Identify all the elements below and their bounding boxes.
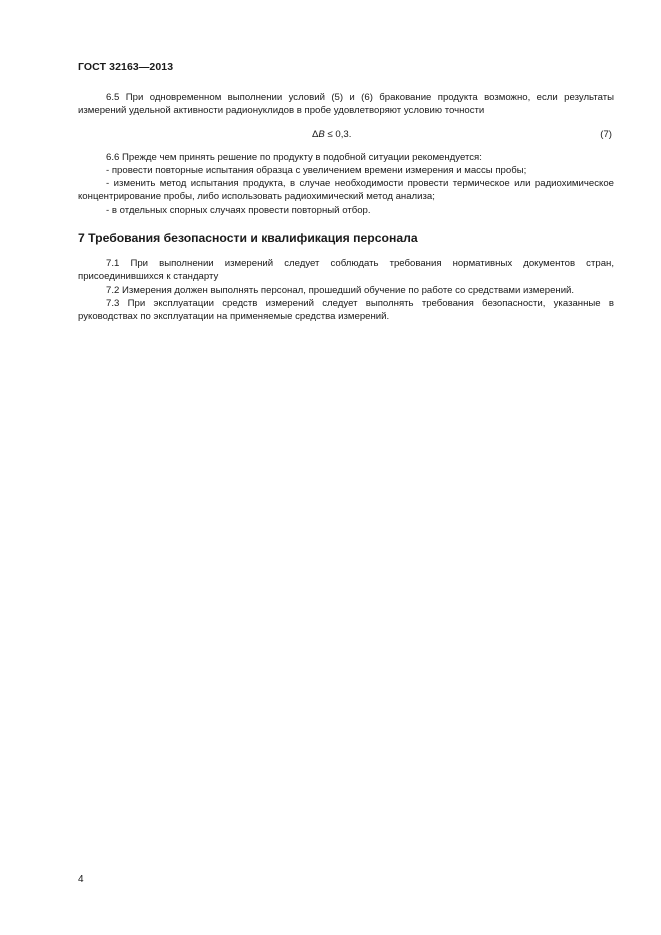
formula-relation: ≤ 0,3. <box>324 128 352 140</box>
paragraph-label: 6.6 <box>106 151 120 163</box>
paragraph-label: 7.2 <box>106 284 120 296</box>
formula-delta: Δ <box>312 128 319 140</box>
formula-7 <box>78 128 614 141</box>
paragraph-7-1 <box>78 257 614 284</box>
paragraph-text: Прежде чем принять решение по продукту в подобной ситуации рекомендуется: <box>122 151 482 163</box>
document-body <box>78 91 614 324</box>
document-header: ГОСТ 32163—2013 <box>78 61 174 73</box>
paragraph-text: Измерения должен выполнять персонал, прошедший обучение по работе со средствами измерений. <box>122 284 575 296</box>
paragraph-7-2 <box>78 284 614 297</box>
paragraph-text: При выполнении измерений следует соблюдать требования нормативных документов стран, присоединившихся к стандарту <box>78 258 615 283</box>
paragraph-label: 6.5 <box>106 92 120 103</box>
list-item: - провести повторные испытания образца с увеличением времени измерения и массы пробы; <box>106 164 527 176</box>
paragraph-label: 7.1 <box>106 258 120 270</box>
page-number: 4 <box>78 874 84 885</box>
paragraph-text: При эксплуатации средств измерений следует выполнять требования безопасности, указанные в руководствах по эксплуатации на применяемые средства измерений. <box>78 297 615 323</box>
paragraph-text: При одновременном выполнении условий (5) и (6) бракование продукта возможно, если результаты измерений удельной активности радионуклидов в пробе удовлетворяют условию точности <box>78 92 615 117</box>
paragraph-7-3 <box>78 297 614 324</box>
section-7-title: 7 Требования безопасности и квалификация персонала <box>78 231 418 246</box>
list-item: - изменить метод испытания продукта, в случае необходимости провести термическое или радиохимическое концентрирование пробы, либо использовать радиохимический метод анализа; <box>78 178 614 203</box>
paragraph-6-5 <box>78 91 614 118</box>
formula-variable: B <box>318 128 325 140</box>
paragraph-6-6 <box>78 151 614 164</box>
list-item: - в отдельных спорных случаях провести повторный отбор. <box>106 204 371 216</box>
paragraph-label: 7.3 <box>106 297 120 309</box>
formula-expression <box>312 128 351 141</box>
formula-number: (7) <box>600 128 612 140</box>
